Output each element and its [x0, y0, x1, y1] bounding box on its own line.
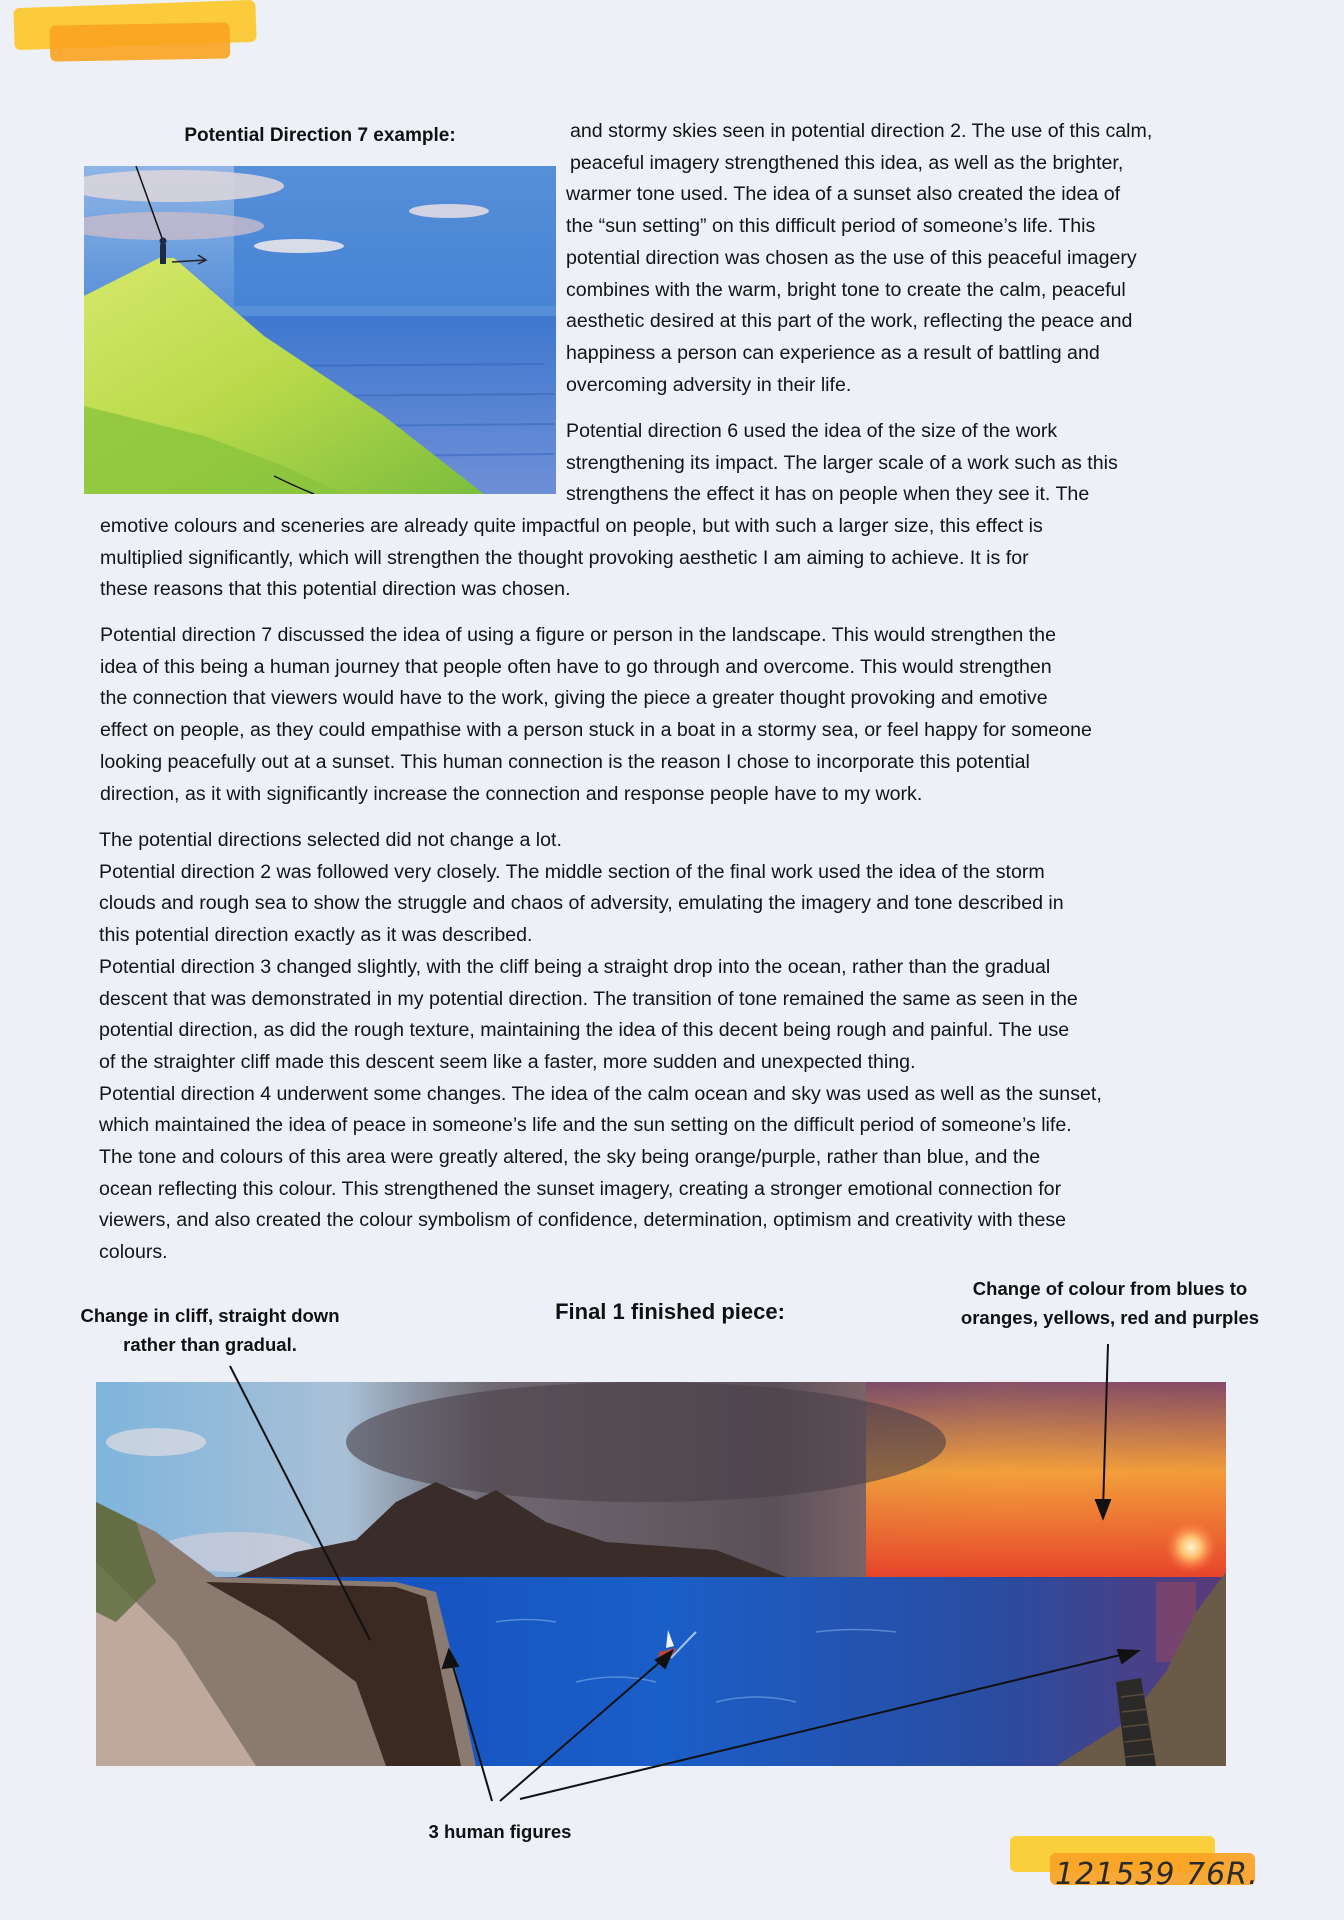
final-piece-painting	[96, 1382, 1226, 1766]
text-line: happiness a person can experience as a result of battling and	[566, 341, 1100, 364]
sketch-drawing	[84, 166, 556, 494]
text-line: viewers, and also created the colour symbolism of confidence, determination, optimism and creativity with these	[99, 1209, 1067, 1232]
paragraph-3	[100, 620, 1300, 810]
text-line: emotive colours and sceneries are already quite impactful on people, but with such a larger size, this effect is	[100, 515, 1043, 537]
annotation-cliff	[50, 1301, 370, 1359]
text-line: the “sun setting” on this difficult period of someone’s life. This	[566, 215, 1096, 238]
text-line: potential direction was chosen as the use of this peaceful imagery	[566, 246, 1137, 269]
text-line: colours.	[99, 1241, 168, 1264]
painting-drawing	[96, 1382, 1226, 1766]
text-line: Potential direction 2 was followed very closely. The middle section of the final work used the idea of the storm	[99, 860, 1045, 883]
paragraph-1	[566, 116, 1256, 401]
paragraph-2-narrow	[566, 416, 1256, 511]
annotation-line: rather than gradual.	[123, 1334, 297, 1355]
text-line: looking peacefully out at a sunset. This human connection is the reason I chose to incorporate this potential	[100, 750, 1030, 773]
text-line: peaceful imagery strengthened this idea, as well as the brighter,	[570, 151, 1124, 174]
text-line: Potential direction 3 changed slightly, with the cliff being a straight drop into the ocean, rather than the gradual	[99, 955, 1051, 978]
text-line: descent that was demonstrated in my potential direction. The transition of tone remained the same as seen in the	[99, 987, 1078, 1010]
text-line: strengthens the effect it has on people when they see it. The	[566, 483, 1090, 506]
highlighter-mark-orange	[50, 22, 231, 61]
text-line: ocean reflecting this colour. This strengthened the sunset imagery, creating a stronger emotional connection for	[99, 1177, 1062, 1200]
text-line: combines with the warm, bright tone to create the calm, peaceful	[566, 278, 1126, 301]
text-line: Potential direction 7 discussed the idea of using a figure or person in the landscape. This would strengthen the	[100, 624, 1056, 646]
text-line: Potential direction 6 used the idea of the size of the work	[566, 420, 1058, 442]
final-piece-title: Final 1 finished piece:	[555, 1299, 785, 1324]
text-line: strengthening its impact. The larger scale of a work such as this	[566, 451, 1118, 474]
text-line: The potential directions selected did not change a lot.	[99, 829, 562, 851]
text-line: aesthetic desired at this part of the work, reflecting the peace and	[566, 310, 1133, 333]
text-line: which maintained the idea of peace in someone’s life and the sun setting on the difficult period of someone’s life.	[99, 1114, 1072, 1137]
text-line: clouds and rough sea to show the struggle and chaos of adversity, emulating the imagery and tone described in	[99, 892, 1064, 915]
sketch-caption: Potential Direction 7 example:	[184, 125, 456, 146]
text-line: and stormy skies seen in potential direction 2. The use of this calm,	[570, 120, 1153, 142]
annotation-line: Change of colour from blues to	[972, 1278, 1248, 1299]
text-line: potential direction, as did the rough texture, maintaining the idea of this decent being rough and painful. The use	[99, 1019, 1070, 1042]
annotation-figures: 3 human figures	[428, 1821, 572, 1842]
text-line: overcoming adversity in their life.	[566, 373, 852, 396]
text-line: warmer tone used. The idea of a sunset also created the idea of	[566, 183, 1121, 206]
paragraph-4	[99, 825, 1299, 1269]
text-line: Potential direction 4 underwent some changes. The idea of the calm ocean and sky was used as well as the sunset,	[99, 1082, 1102, 1105]
annotation-line: oranges, yellows, red and purples	[960, 1307, 1260, 1328]
text-line: multiplied significantly, which will strengthen the thought provoking aesthetic I am aiming to achieve. It is for	[100, 546, 1029, 569]
potential-direction-7-sketch	[84, 166, 556, 494]
text-line: the connection that viewers would have to the work, giving the piece a greater thought provoking and emotive	[100, 687, 1048, 710]
annotation-line: Change in cliff, straight down	[80, 1305, 340, 1326]
paragraph-2-wide	[100, 511, 1280, 606]
text-line: of the straighter cliff made this descent seem like a faster, more sudden and unexpected thing.	[99, 1050, 916, 1073]
text-line: The tone and colours of this area were greatly altered, the sky being orange/purple, rather than blue, and the	[99, 1146, 1041, 1169]
text-line: idea of this being a human journey that people often have to go through and overcome. This would strengthen	[100, 655, 1052, 678]
text-line: these reasons that this potential direction was chosen.	[100, 578, 571, 601]
annotation-colour	[940, 1274, 1280, 1332]
text-line: direction, as it with significantly increase the connection and response people have to my work.	[100, 782, 923, 805]
candidate-number: 121539 76R.	[1055, 1857, 1259, 1892]
text-line: effect on people, as they could empathise with a person stuck in a boat in a stormy sea, or feel happy for someone	[100, 719, 1092, 742]
text-line: this potential direction exactly as it was described.	[99, 924, 533, 947]
